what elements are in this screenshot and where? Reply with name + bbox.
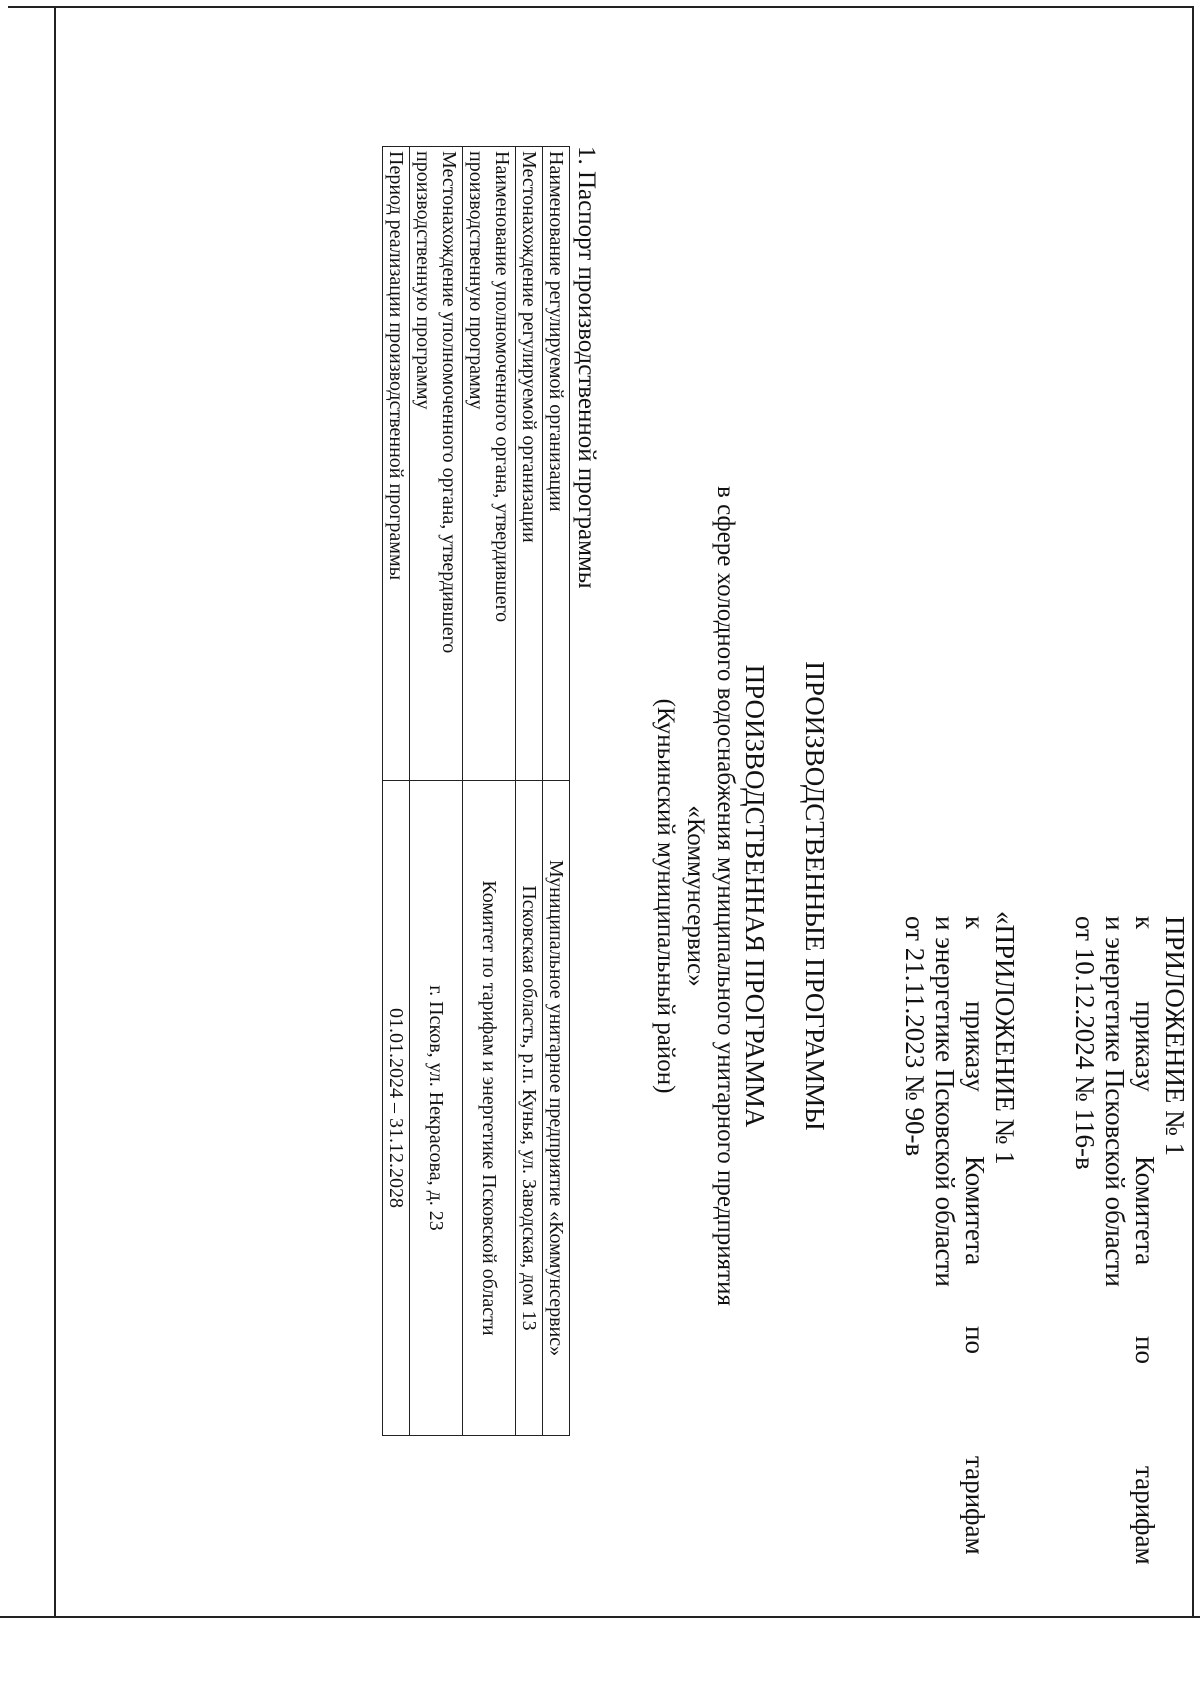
passport-label: Местонахождение уполномоченного органа, утвердившего производственную программу — [410, 147, 463, 781]
table-row — [543, 147, 570, 1436]
appendix-new-date: от 10.12.2024 № 116-в — [1070, 916, 1100, 1170]
table-row — [463, 147, 516, 1436]
appendix-new-word: Комитета — [1130, 1156, 1160, 1266]
appendix-old-word: к — [960, 916, 990, 930]
appendix-old-title: «ПРИЛОЖЕНИЕ № 1 — [990, 911, 1020, 1165]
passport-value: Комитет по тарифам и энергетике Псковской области — [463, 781, 516, 1436]
table-row — [516, 147, 543, 1436]
passport-label: Местонахождение регулируемой организации — [516, 147, 543, 781]
scan-frame-left — [54, 6, 56, 1618]
program-subtitle-line2: «Коммунсервис» — [682, 805, 709, 987]
program-title: ПРОИЗВОДСТВЕННАЯ ПРОГРАММА — [740, 664, 770, 1128]
appendix-old-word: Комитета — [960, 1156, 990, 1266]
passport-section-title: 1. Паспорт производственной программы — [573, 146, 600, 589]
appendix-new-word: к — [1130, 916, 1160, 930]
program-subtitle-line1: в сфере холодного водоснабжения муниципального унитарного предприятия — [712, 486, 739, 1306]
passport-label: Период реализации производственной программы — [383, 147, 410, 781]
appendix-new-title: ПРИЛОЖЕНИЕ № 1 — [1160, 916, 1190, 1157]
passport-label: Наименование уполномоченного органа, утвердившего производственную программу — [463, 147, 516, 781]
passport-table — [382, 146, 570, 1436]
program-subtitle-line3: (Куньинский муниципальный район) — [652, 698, 679, 1094]
scan-frame-top — [8, 6, 1193, 8]
appendix-new-line3: и энергетике Псковской области — [1100, 916, 1130, 1287]
passport-value: 01.01.2024 – 31.12.2028 — [383, 781, 410, 1436]
passport-value: Муниципальное унитарное предприятие «Коммунсервис» — [543, 781, 570, 1436]
table-row — [410, 147, 463, 1436]
appendix-old-line3: и энергетике Псковской области — [930, 916, 960, 1287]
scan-frame-right — [1192, 6, 1194, 1618]
appendix-old-date: от 21.11.2023 № 90-в — [900, 916, 930, 1157]
appendix-old-word: тарифам — [960, 1456, 990, 1555]
table-row — [383, 147, 410, 1436]
rotated-page-content — [60, 36, 1190, 1596]
appendix-old-word: приказу — [960, 1001, 990, 1092]
appendix-old-word: по — [960, 1326, 990, 1354]
appendix-new-word: тарифам — [1130, 1466, 1160, 1565]
passport-label: Наименование регулируемой организации — [543, 147, 570, 781]
appendix-new-word: приказу — [1130, 1001, 1160, 1092]
passport-value: Псковская область, р.п. Кунья, ул. Заводская, дом 13 — [516, 781, 543, 1436]
heading-production-programs: ПРОИЗВОДСТВЕННЫЕ ПРОГРАММЫ — [800, 661, 830, 1131]
passport-value: г. Псков, ул. Некрасова, д. 23 — [410, 781, 463, 1436]
appendix-new-word: по — [1130, 1336, 1160, 1364]
scan-frame-bottom — [0, 1616, 1200, 1618]
